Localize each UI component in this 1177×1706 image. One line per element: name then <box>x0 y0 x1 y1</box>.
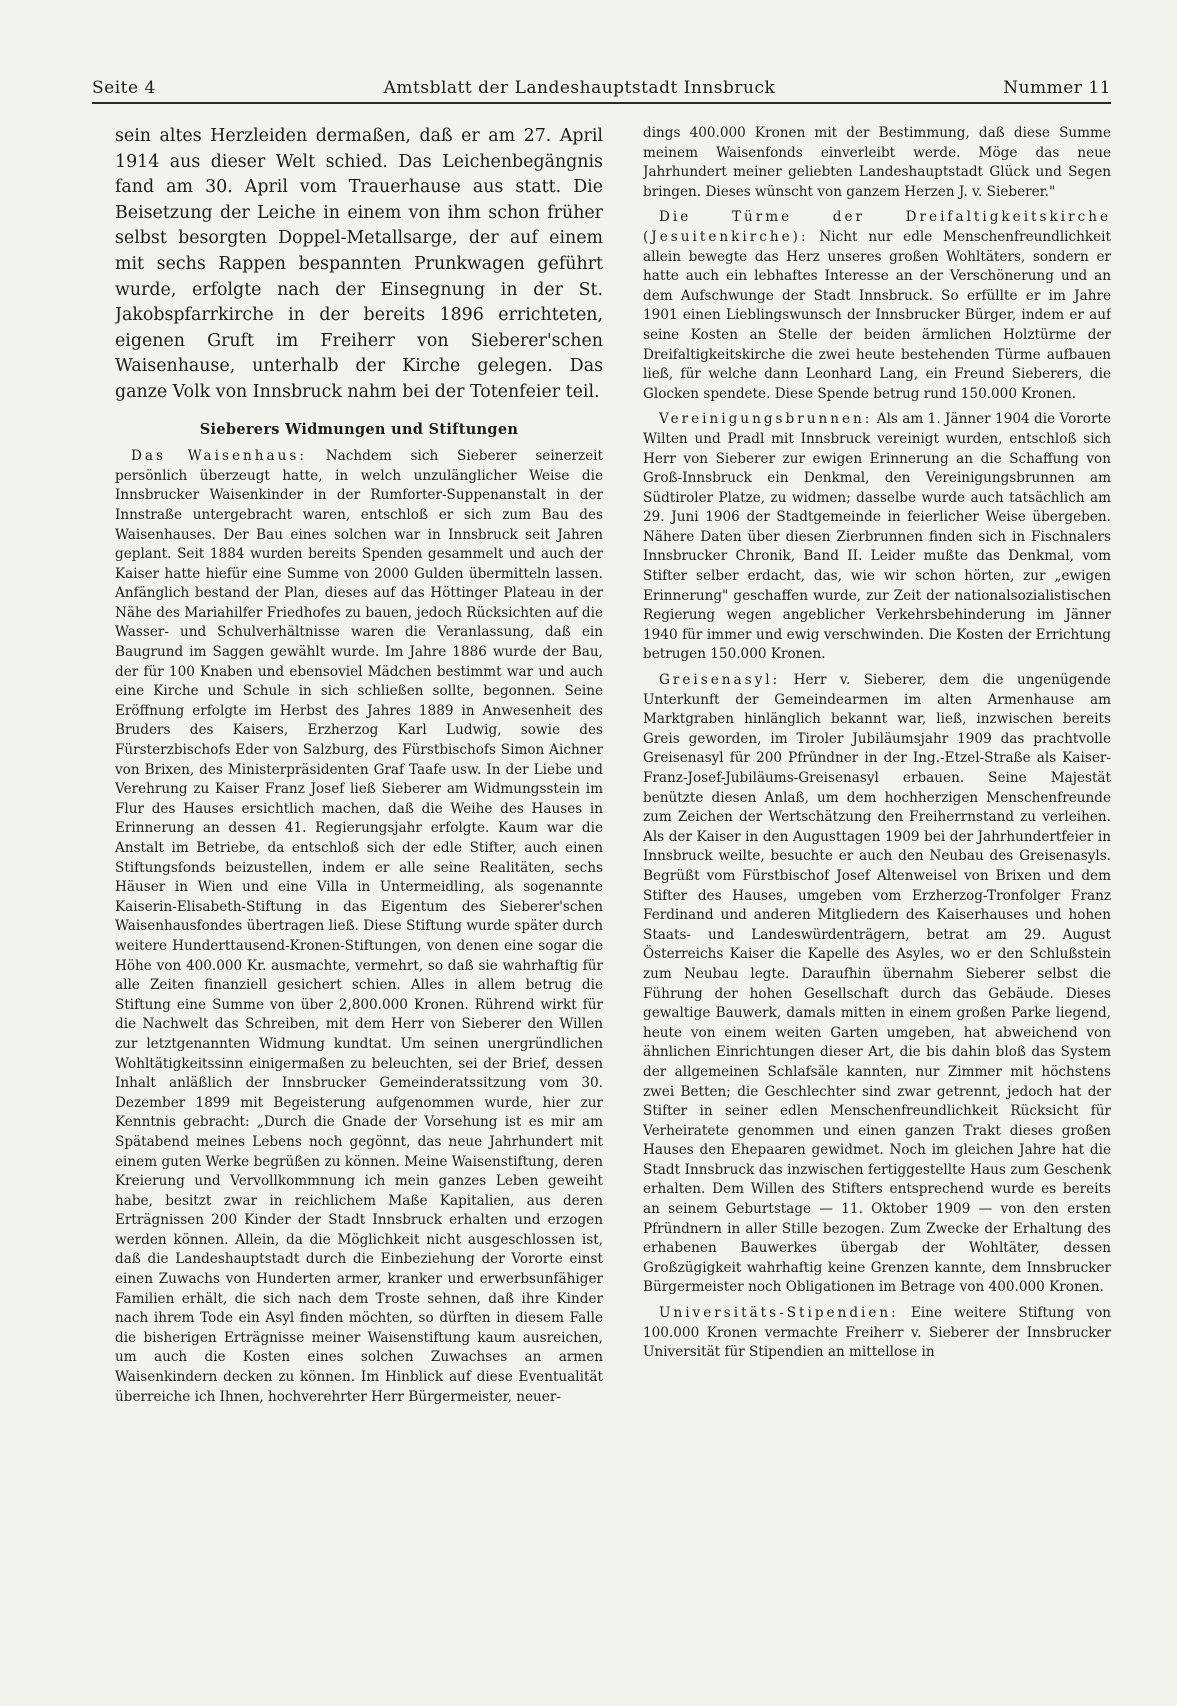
page-number: Seite 4 <box>92 78 156 98</box>
continuation-paragraph: dings 400.000 Kronen mit der Bestimmung, daß diese Summe meinem Waisenfonds einverleibt werde. Möge das neue Jahrhundert meiner geliebten Landeshauptstadt Glück und Segen bringen. Dieses wünscht von ganzem Herzen J. v. Sieberer." <box>643 125 1111 200</box>
tuerme-text: Nicht nur edle Menschenfreundlichkeit allein bewegte das Herz unseres großen Wohltäters, sondern er hatte auch ein lebhaftes Interesse an der Verschönerung und an dem Aufschwunge der Stadt Innsbruck. So erfüllte er im Jahre 1901 einen Lieblingswunsch der Innsbrucker Bürger, indem er auf seine Kosten an Stelle der beiden ärmlichen Holztürme der Dreifaltigkeitskirche die zwei heute bestehenden Türme aufbauen ließ, für welche dann Leonhard Lang, ein Freund Sieberers, die Glocken spendete. Diese Spende betrug rund 150.000 Kronen. <box>643 228 1111 402</box>
greisenasyl-text: Herr v. Sieberer, dem die ungenügende Unterkunft der Gemeindearmen im alten Armenhause am Marktgraben hinlänglich bekannt war, ließ, inzwischen bereits Greis geworden, im Tiroler Jubiläumsjahr 1909 das prachtvolle Greisenasyl für 200 Pfründner in der Ing.-Etzel-Straße als Kaiser-Franz-Josef-Jubiläums-Greisenasyl erbauen. Seine Majestät benützte diesen Anlaß, um dem hochherzigen Menschenfreunde zum Zeichen der Wertschätzung den Freiherrnstand zu verleihen. Als der Kaiser in den Augusttagen 1909 bei der Jahrhundertfeier in Innsbruck weilte, besuchte er auch den Neubau des Greisenasyls. Begrüßt vom Fürstbischof Josef Altenweisel von Brixen und dem Stifter des Hauses, umgeben vom Erzherzog-Tronfolger Franz Ferdinand und anderen Mitgliedern des Kaiserhauses und hohen Staats- und Landeswürdenträgern, betrat am 29. August Österreichs Kaiser die Kapelle des Asyles, wo er den Schlußstein zum Neubau legte. Daraufhin übernahm Sieberer selbst die Führung der hohen Gesellschaft durch das Gebäude. Dieses gewaltige Bauwerk, damals mitten in einem großen Parke liegend, heute von einem weiten Garten umgeben, hat abweichend von ähnlichen Einrichtungen dieser Art, die bis dahin bloß das System der allgemeinen Schlafsäle kannten, nur Zimmer mit höchstens zwei Betten; die Geschlechter sind zwar getrennt, jedoch hat der Stifter in seiner edlen Menschenfreundlichkeit Rücksicht für Verheiratete genommen und einen ganzen Trakt dieses großen Hauses den Ehepaaren gewidmet. Noch im gleichen Jahre hat die Stadt Innsbruck das inzwischen fertiggestellte Haus zum Geschenk erhalten. Dem Willen des Stifters entsprechend wurde es bereits an seinem Geburtstage — 11. Oktober 1909 — von den ersten Pfründnern in aller Stille bezogen. Zum Zwecke der Erhaltung des erhabenen Bauwerkes übergab der Wohltäter, dessen Großzügigkeit wahrhaftig keine Grenzen kannte, dem Innsbrucker Bürgermeister noch Obligationen im Betrage von 400.000 Kronen. <box>643 672 1111 1296</box>
stipendien-text: Eine weitere Stiftung von 100.000 Kronen vermachte Freiherr v. Sieberer der Innsbrucker Universität für Stipendien an mittellose in <box>643 1305 1111 1361</box>
greisenasyl-paragraph <box>643 671 1111 1298</box>
stipendien-paragraph <box>643 1304 1111 1363</box>
brunnen-paragraph <box>643 410 1111 665</box>
waisenhaus-lead: Das Waisenhaus: <box>131 448 307 465</box>
section-title: Sieberers Widmungen und Stiftungen <box>199 420 519 438</box>
issue-number: Nummer 11 <box>1003 78 1111 98</box>
left-column <box>115 124 603 1686</box>
intro-paragraph: sein altes Herzleiden dermaßen, daß er am 27. April 1914 aus dieser Welt schied. Das Leichenbegängnis fand am 30. April vom Trauerhause aus statt. Die Beisetzung der Leiche in einem von ihm schon früher selbst besorgten Doppel-Metallsarge, der auf einem mit sechs Rappen bespannten Prunkwagen geführt wurde, erfolgte nach der Einsegnung in der St. Jakobspfarrkirche in der bereits 1896 errichteten, eigenen Gruft im Freiherr von Sieberer'schen Waisenhause, unterhalb der Kirche gelegen. Das ganze Volk von Innsbruck nahm bei der Totenfeier teil. <box>115 126 603 402</box>
waisenhaus-paragraph <box>115 447 603 1407</box>
publication-title: Amtsblatt der Landeshauptstadt Innsbruck <box>383 78 776 98</box>
tuerme-paragraph <box>643 208 1111 404</box>
brunnen-lead: Vereinigungsbrunnen: <box>659 411 873 428</box>
waisenhaus-text: Nachdem sich Sieberer seinerzeit persönlich überzeugt hatte, in welch unzulänglicher Weise die Innsbrucker Waisenkinder in der Rumforter-Suppenanstalt in der Innstraße untergebracht waren, entschloß er sich zum Bau des Waisenhauses. Der Bau eines solchen war in Innsbruck seit Jahren geplant. Seit 1884 wurden bereits Spenden gesammelt und auch der Kaiser hatte hiefür eine Summe von 2000 Gulden übermitteln lassen. Anfänglich bestand der Plan, dieses auf das Höttinger Plateau in der Nähe des Mariahilfer Friedhofes zu bauen, jedoch Rücksichten auf die Wasser- und Schulverhältnisse waren die Veranlassung, daß ein Baugrund im Saggen gewählt wurde. Im Jahre 1886 wurde der Bau, der für 100 Knaben und ebensoviel Mädchen bestimmt war und auch eine Kirche und Schule in sich schließen sollte, begonnen. Seine Eröffnung erfolgte im Herbst des Jahres 1889 in Anwesenheit des Bruders des Kaisers, Erzherzog Karl Ludwig, sowie des Fürsterzbischofs Eder von Salzburg, des Fürstbischofs Simon Aichner von Brixen, des Ministerpräsidenten Graf Taafe usw. In der Liebe und Verehrung zu Kaiser Franz Josef ließ Sieberer am Widmungsstein im Flur des Hauses ersichtlich machen, daß die Weihe des Hauses in Erinnerung an dessen 41. Regierungsjahr erfolgte. Kaum war die Anstalt im Betriebe, da entschloß sich der edle Stifter, auch einen Stiftungsfonds beizustellen, indem er alle seine Realitäten, sechs Häuser in Wien und eine Villa in Untermeidling, als sogenannte Kaiserin-Elisabeth-Stiftung in das Eigentum des Sieberer'schen Waisenhausfondes übertragen ließ. Diese Stiftung wurde später durch weitere Hunderttausend-Kronen-Stiftungen, von denen eine sogar die Höhe von 400.000 Kr. ausmachte, vermehrt, so daß sie wahrhaftig für alle Zeiten finanziell gesichert schien. Alles in allem betrug die Stiftung eine Summe von über 2,800.000 Kronen. Rührend wirkt für die Nachwelt das Schreiben, mit dem Herr von Sieberer den Willen zur letztgenannten Widmung kundtat. Um seinen unergründlichen Wohltätigkeitssinn einigermaßen zu beleuchten, sei der Brief, dessen Inhalt anläßlich der Innsbrucker Gemeinderatssitzung vom 30. Dezember 1899 mit Begeisterung aufgenommen wurde, hier zur Kenntnis gebracht: „Durch die Gnade der Vorsehung ist es mir am Spätabend meines Lebens noch gegönnt, das neue Jahrhundert mit einem guten Werke begrüßen zu können. Meine Waisenstiftung, deren Kreierung und Vervollkommnung ich mein ganzes Leben geweiht habe, besitzt zwar in reichlichem Maße Kapitalien, aus deren Erträgnissen 200 Kinder der Stadt Innsbruck erhalten und erzogen werden können. Allein, da die Möglichkeit nicht ausgeschlossen ist, daß die Landeshauptstadt durch die Einbeziehung der Vororte einst einen Zuwachs von Hunderten armer, kranker und erwerbsunfähiger Familien erhält, die sich nach dem Troste sehnen, daß ihre Kinder nach ihrem Tode ein Asyl finden möchten, so dürften in diesem Falle die bisherigen Erträgnisse meiner Waisenstiftung kaum ausreichen, um auch die Kosten eines solchen Zuwachses an armen Waisenkindern decken zu können. Im Hinblick auf diese Eventualität überreiche ich Ihnen, hochverehrter Herr Bürgermeister, neuer- <box>115 448 603 1405</box>
right-column <box>643 124 1111 1686</box>
tuerme-lead: Die Türme der Dreifaltigkeitskirche (Jesuitenkirche): <box>643 209 1111 245</box>
brunnen-text: Als am 1. Jänner 1904 die Vororte Wilten und Pradl mit Innsbruck vereinigt wurden, entschloß sich Herr von Sieberer zur ewigen Erinnerung an die Schaffung von Groß-Innsbruck ein Denkmal, den Vereinigungsbrunnen am Südtiroler Platze, zu widmen; dasselbe wurde auch tatsächlich am 29. Juni 1906 der Stadtgemeinde in feierlicher Weise übergeben. Nähere Daten über diesen Zierbrunnen finden sich in Fischnalers Innsbrucker Chronik, Band II. Leider mußte das Denkmal, vom Stifter selber erdacht, das, wie wir schon hörten, zur „ewigen Erinnerung" geschaffen wurde, zur Zeit der nationalsozialistischen Regierung wegen angeblicher Verkehrsbehinderung im Jänner 1940 für immer und ewig verschwinden. Die Kosten der Errichtung betrugen 150.000 Kronen. <box>643 411 1111 663</box>
stipendien-lead: Universitäts-Stipendien: <box>659 1305 899 1322</box>
page-header <box>92 64 1111 104</box>
greisenasyl-lead: Greisenasyl: <box>659 672 781 689</box>
